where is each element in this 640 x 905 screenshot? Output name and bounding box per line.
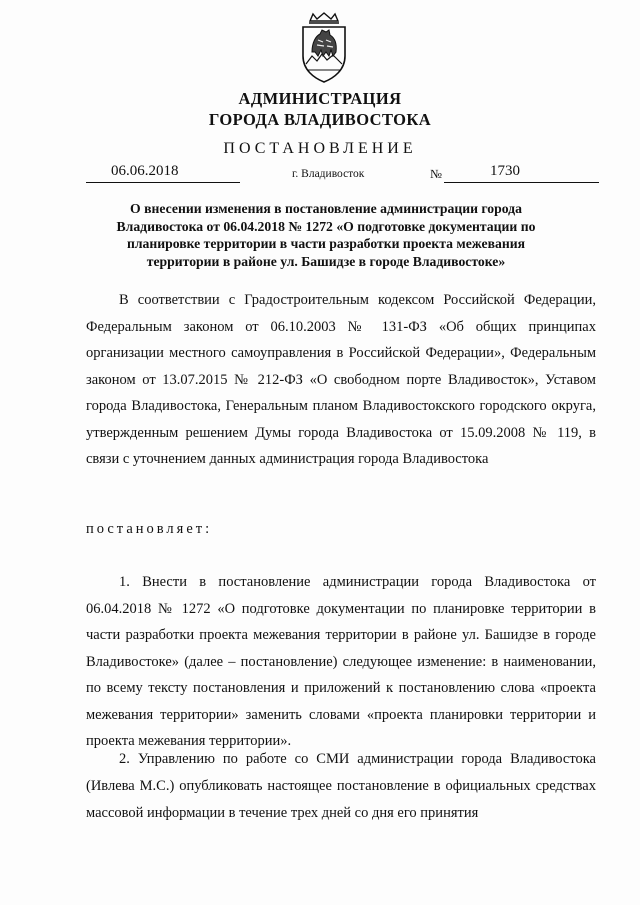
- decree-word: постановляет:: [86, 521, 213, 537]
- document-type: ПОСТАНОВЛЕНИЕ: [223, 140, 417, 157]
- item-1-paragraph: 1. Внести в постановление администрации города Владивостока от 06.04.2018 № 1272 «О подготовке документации по планировке территории в части разработки проекта межевания территории в районе ул. Башидзе в городе Владивостоке» (далее – постановление) следующее изменение: в наименовании, по всему тексту постановления и приложений к постановлению слова «проекта межевания территории» заменить словами «проекта планировки территории и проекта межевания территории».: [86, 574, 596, 749]
- org-name-line1: АДМИНИСТРАЦИЯ: [238, 89, 402, 108]
- document-city: г. Владивосток: [292, 168, 365, 180]
- date-underline: [86, 182, 240, 183]
- item-2-paragraph: 2. Управлению по работе со СМИ администрации города Владивостока (Ивлева М.С.) опубликовать настоящее постановление в официальных средствах массовой информации в течение трех дней со дня его принятия: [86, 751, 596, 821]
- org-name-line2: ГОРОДА ВЛАДИВОСТОКА: [208, 110, 432, 129]
- document-number: 1730: [490, 163, 520, 179]
- number-sign: №: [430, 167, 442, 181]
- document-title: О внесении изменения в постановление администрации города Владивостока от 06.04.2018 № 1272 «О подготовке документации по планировке территории в части разработки проекта межевания территории в районе ул. Башидзе в городе Владивостоке»: [116, 201, 536, 269]
- coat-of-arms-icon: [296, 12, 352, 84]
- document-date: 06.06.2018: [111, 163, 179, 179]
- number-underline: [444, 182, 599, 183]
- preamble-paragraph: В соответствии с Градостроительным кодексом Российской Федерации, Федеральным законом от 06.10.2003 № 131-ФЗ «Об общих принципах организации местного самоуправления в Российской Федерации», Федеральным законом от 13.07.2015 № 212-ФЗ «О свободном порте Владивосток», Уставом города Владивостока, Генеральным планом Владивостокского городского округа, утвержденным решением Думы города Владивостока от 15.09.2008 № 119, в связи с уточнением данных администрация города Владивостока: [86, 292, 596, 467]
